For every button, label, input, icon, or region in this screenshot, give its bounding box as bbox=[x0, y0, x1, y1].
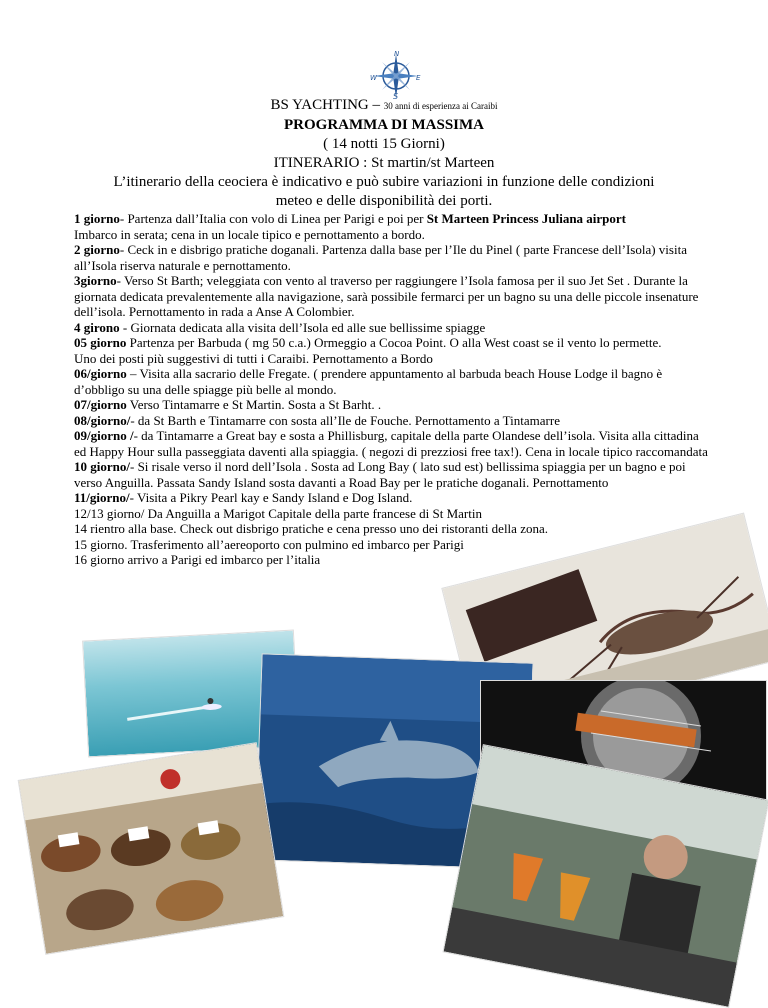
brand-name: BS YACHTING – bbox=[270, 97, 384, 113]
itinerary-note-1: L’itinerario della ceociera è indicativo e può subire variazioni in funzione delle condizioni bbox=[113, 174, 655, 190]
itinerary: ITINERARIO : St martin/st Marteen bbox=[273, 155, 495, 171]
day-9: 09/giorno /- da Tintamarre a Great bay e sosta a Phillisburg, capitale della parte Olandese dell’isola. Visita alla cittadina ed Happy Hour sulla passeggiata daventi alla spiaggia. ( negozi di prezziosi free tax!). Cena in locale tipico raccomandata bbox=[74, 428, 708, 459]
day-7: 07/giorno Verso Tintamarre e St Martin. Sosta a St Barht. . bbox=[74, 397, 382, 412]
day-15: 15 giorno. Trasferimento all’aereoporto con pulmino ed imbarco per Parigi bbox=[74, 536, 464, 552]
compass-e: E bbox=[416, 74, 421, 82]
day-14: 14 rientro alla base. Check out disbrigo pratiche e cena presso uno dei ristoranti della zona. bbox=[74, 521, 548, 536]
compass-w: W bbox=[370, 74, 377, 82]
day-5-extra: Uno dei posti più suggestivi di tutti i Caraibi. Pernottamento a Bordo bbox=[74, 350, 433, 366]
day-6: 06/giorno – Visita alla sacrario delle Fregate. ( prendere appuntamento al barbuda beach House Lodge il bagno è d’obbligo su una delle spiagge più belle al mondo. bbox=[74, 366, 663, 397]
day-8: 08/giorno/- da St Barth e Tintamarre con sosta all’Ile de Fouche. Pernottamento a Tintamarre bbox=[74, 412, 560, 428]
day-3: 3giorno- Verso St Barth; veleggiata con vento al traverso per raggiungere l’Isola famosa per il suo Jet Set . Durante la giornata dedicata prevalentemente alla navigazione, sarà possibile fermarci per un bagno su una delle piccole insenature dell’isola. Pernottamento in rada a Anse A Colombier. bbox=[74, 273, 699, 319]
compass-n: N bbox=[394, 50, 400, 58]
day-1-extra: Imbarco in serata; cena in un locale tipico e pernottamento a bordo. bbox=[74, 226, 425, 242]
duration: ( 14 notti 15 Giorni) bbox=[323, 136, 445, 152]
day-5: 05 giorno Partenza per Barbuda ( mg 50 c.a.) Ormeggio a Cocoa Point. O alla West coast se il vento lo permette. bbox=[74, 335, 662, 350]
compass-s: S bbox=[393, 92, 399, 101]
brand-tagline: 30 anni di esperienza ai Caraibi bbox=[383, 101, 498, 111]
itinerary-note-2: meteo e delle disponibilità dei porti. bbox=[275, 193, 493, 209]
program-body bbox=[74, 211, 714, 568]
day-11: 11/giorno/- Visita a Pikry Pearl kay e Sandy Island e Dog Island. bbox=[74, 490, 413, 505]
day-1: 1 giorno- Partenza dall’Italia con volo di Linea per Parigi e poi per St Marteen Princess Juliana airport bbox=[74, 211, 627, 226]
document-header bbox=[0, 96, 768, 211]
page-title: PROGRAMMA DI MASSIMA bbox=[284, 117, 484, 133]
day-12-13: 12/13 giorno/ Da Anguilla a Marigot Capitale della parte francese di St Martin bbox=[74, 505, 482, 521]
day-2: 2 giorno- Ceck in e disbrigo pratiche doganali. Partenza dalla base per l’Ile du Pinel ( parte Francese dell’Isola) visita all’Isola riserva naturale e pernottamento. bbox=[74, 242, 687, 273]
day-10: 10 giorno/- Si risale verso il nord dell’Isola . Sosta ad Long Bay ( lato sud est) bellissima spiaggia per un bagno e poi verso Anguilla. Passata Sandy Island sosta davanti a Road Bay per le pratiche doganali. Pernottamento bbox=[74, 459, 686, 490]
day-4: 4 girono - Giornata dedicata alla visita dell’Isola ed alle sue bellissime spiagge bbox=[74, 319, 486, 335]
day-16: 16 giorno arrivo a Parigi ed imbarco per l’italia bbox=[74, 552, 321, 567]
spice-market-photo bbox=[18, 742, 285, 955]
